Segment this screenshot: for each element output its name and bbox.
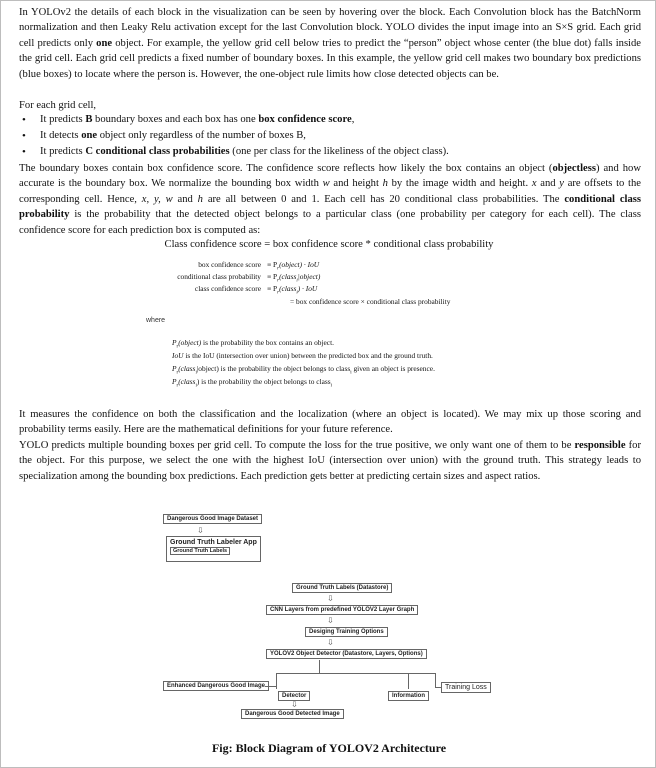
formula-label-conditional: conditional class probability (177, 272, 261, 281)
yolo-loss-paragraph: YOLO predicts multiple bounding boxes per grid cell. To compute the loss for the true positive, we only want one of them to be responsible for the object. For this purpose, we select the one with the highest IoU (intersection over union) with the ground truth. This strategy leads to specialization among the bounding box predictions. Each prediction gets better at predicting certain sizes and aspect ratios. (19, 440, 641, 482)
dataset-box: Dangerous Good Image Dataset (163, 514, 262, 524)
class-confidence-formula: Class confidence score = box confidence score * conditional class probability (164, 239, 494, 250)
information-box: Information (388, 691, 429, 701)
bullet-item: • It detects one object only regardless of the number of boxes B, (19, 128, 641, 144)
yolov2-detector-box: YOLOV2 Object Detector (Datastore, Layers, Options) (266, 649, 427, 659)
for-each-line: For each grid cell, (19, 100, 97, 111)
formula-product-line: = box confidence score × conditional class probability (290, 297, 451, 306)
training-options-box: Desiging Training Options (305, 627, 388, 637)
bullet-list (19, 112, 641, 160)
intro-paragraph: In YOLOv2 the details of each block in the visualization can be seen by hovering over the block. Each Convolution block has the BatchNorm normalization and then Leaky Relu activation except for the last Convolution block. YOLO divides the input image into an S×S grid. Each grid cell predicts only one object. For example, the yellow grid cell below tries to predict the “person” object whose center (the blue dot) falls inside the grid cell. Each grid cell predicts a fixed number of boundary boxes. In this example, the yellow grid cell makes two boundary box predictions (blue boxes) to locate where the person is. However, the one-object rule limits how close detected objects can be. (19, 7, 642, 80)
cnn-layers-box: CNN Layers from predefined YOLOV2 Layer Graph (266, 605, 418, 615)
detected-image-box: Dangerous Good Detected Image (241, 709, 344, 719)
bullet-item: • It predicts C conditional class probabilities (one per class for the likeliness of the object class). (19, 144, 641, 160)
down-arrow-icon: ⇩ (291, 700, 298, 709)
formula-expr-conditional: ≡ $P_r(class_i|object)$ (267, 272, 321, 284)
training-loss-box: Training Loss (441, 682, 491, 693)
connector-vertical (435, 673, 436, 687)
bullet-item: • It predicts B boundary boxes and each box has one box confidence score, (19, 112, 641, 128)
measures-paragraph: It measures the confidence on both the classification and the localization (where an object is located). We may mix up those scoring and probability terms easily. Here are the mathematical definitions for your future reference. (19, 409, 641, 436)
formula-label-class-confidence: class confidence score (194, 284, 261, 293)
labeler-app-box (166, 536, 261, 562)
where-label: where (146, 317, 166, 324)
formula-expr-box-confidence: ≡ $P_r(object)$ · IoU (267, 260, 320, 272)
figure-caption: Fig: Block Diagram of YOLOV2 Architecture (211, 741, 447, 755)
down-arrow-icon: ⇩ (327, 594, 334, 603)
down-arrow-icon: ⇩ (197, 526, 204, 535)
detector-box: Detector (278, 691, 310, 701)
connector-vertical (408, 673, 409, 689)
definition-pr-class: $P_r(class_i)$ is the probability the object belongs to class$_i$ (172, 377, 333, 389)
labeler-app-title: Ground Truth Labeler App (170, 539, 257, 546)
definition-pr-object: $P_r(object)$ is the probability the box contains an object. (172, 338, 334, 350)
connector-vertical (319, 660, 320, 673)
down-arrow-icon: ⇩ (327, 616, 334, 625)
confidence-paragraph: The boundary boxes contain box confidence score. The confidence score reflects how likely the box contains an object (objectless) and how accurate is the boundary box. We normalize the bounding box width w and height h by the image width and height. x and y are offsets to the corresponding cell. Hence, x, y, w and h are all between 0 and 1. Each cell has 20 conditional class probabilities. The conditional class probability is the probability that the detected object belongs to a particular class (one probability per category for each cell). The class confidence score for each prediction box is computed as: (19, 163, 642, 236)
down-arrow-icon: ⇩ (327, 638, 334, 647)
enhanced-image-box: Enhanced Dangerous Good Image (163, 681, 269, 691)
connector-horizontal (276, 673, 435, 674)
gt-labels-box: Ground Truth Labels (Datastore) (292, 583, 392, 593)
connector-horizontal (265, 686, 277, 687)
formula-expr-class-confidence: ≡ $P_r(class_i)$ · IoU (267, 284, 318, 296)
formula-label-box-confidence: box confidence score (198, 260, 261, 269)
labeler-app-sublabel: Ground Truth Labels (170, 547, 230, 555)
definition-iou: IoU is the IoU (intersection over union) between the predicted box and the ground truth. (172, 351, 433, 360)
definition-pr-class-given-object: $P_r(class_i|object)$ is the probability the object belongs to class$_i$ given an object is presence. (172, 364, 435, 376)
